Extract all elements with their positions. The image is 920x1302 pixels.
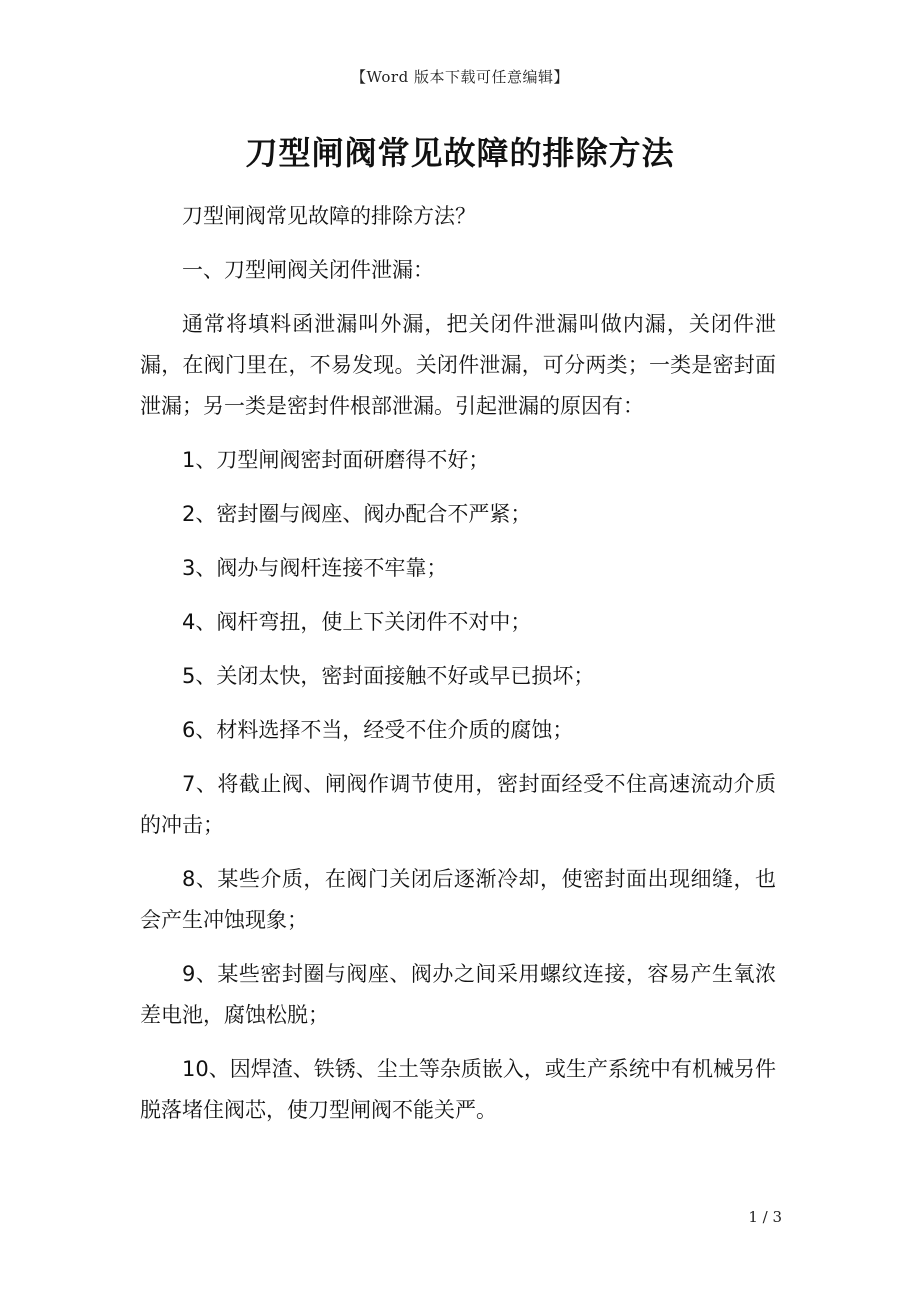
list-item: 8、某些介质，在阀门关闭后逐渐冷却，使密封面出现细缝，也会产生冲蚀现象； [140, 867, 776, 932]
list-item: 10、因焊渣、铁锈、尘土等杂质嵌入，或生产系统中有机械另件脱落堵住阀芯，使刀型闸阀不能关严。 [140, 1057, 776, 1122]
list-item: 2、密封圈与阀座、阀办配合不严紧； [182, 502, 532, 526]
section-heading: 一、刀型闸阀关闭件泄漏： [182, 258, 434, 282]
paragraph-intro: 通常将填料函泄漏叫外漏，把关闭件泄漏叫做内漏，关闭件泄漏，在阀门里在，不易发现。关闭件泄漏，可分两类；一类是密封面泄漏；另一类是密封件根部泄漏。引起泄漏的原因有： [140, 312, 776, 418]
list-item: 7、将截止阀、闸阀作调节使用，密封面经受不住高速流动介质的冲击； [140, 772, 776, 837]
paragraph-question: 刀型闸阀常见故障的排除方法？ [182, 204, 476, 228]
page-number: 1 / 3 [748, 1208, 782, 1226]
list-item: 6、材料选择不当，经受不住介质的腐蚀； [182, 718, 574, 742]
list-item: 4、阀杆弯扭，使上下关闭件不对中； [182, 610, 532, 634]
document-body [140, 196, 776, 1144]
list-item: 5、关闭太快，密封面接触不好或早已损坏； [182, 664, 595, 688]
list-item: 1、刀型闸阀密封面研磨得不好； [182, 448, 490, 472]
list-item: 9、某些密封圈与阀座、阀办之间采用螺纹连接，容易产生氧浓差电池，腐蚀松脱； [140, 962, 776, 1027]
header-note: 【Word 版本下载可任意编辑】 [351, 68, 569, 86]
document-title: 刀型闸阀常见故障的排除方法 [245, 134, 675, 172]
list-item: 3、阀办与阀杆连接不牢靠； [182, 556, 448, 580]
